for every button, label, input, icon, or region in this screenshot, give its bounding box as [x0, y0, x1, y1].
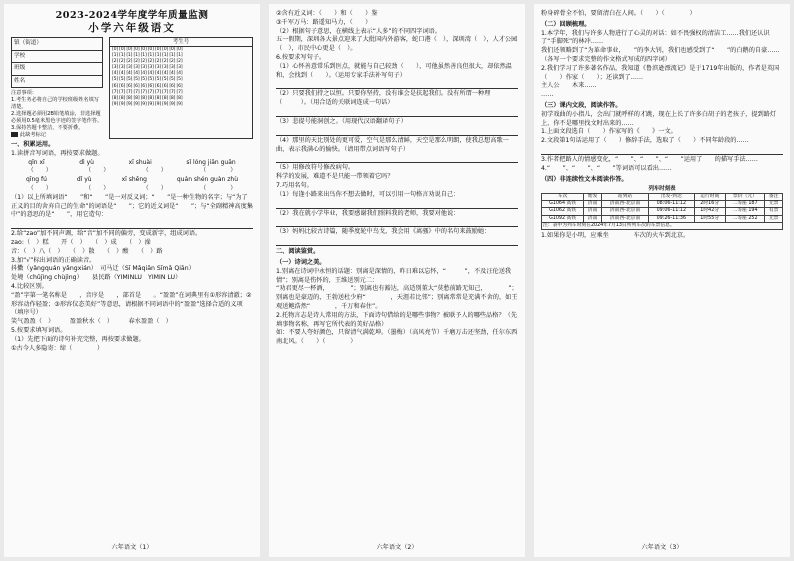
reading-question-2: 2.托物言志是诗人常用的方法，下面诗句借给的是哪些事物？被联予人的哪些品格？（先填事物名称，再写它所代表的美好品格） — [276, 311, 518, 328]
grid-row: [4] [4] [4] [4] [4] [4] [4] [4] [4] [4] — [112, 71, 183, 77]
text-line[interactable]: ②含有近义词：（ ）和（ ）鉴 — [276, 10, 378, 17]
table-caption: 列车时刻表 — [648, 186, 676, 193]
review-note: （各写一个要求完整的作文格式写成的四字词） — [541, 55, 671, 63]
reading-q2[interactable]: 2.文段第1句话运用了（ ）修辞手法，选取了（ ）不同年龄段的…… — [541, 137, 749, 145]
question-7: 7.巧用名句。 — [276, 181, 313, 189]
section-heading: 二、阅读鉴赏。 — [276, 248, 320, 256]
question-2-yin[interactable]: 音：（ ）八（ ） （ ）散 （ ）酸 （ ）路 — [11, 247, 163, 255]
question-7-2: （2）我在就小学毕业，我要感谢我们照料我的老师，我要对他说： — [276, 209, 460, 217]
answer-line[interactable] — [276, 237, 518, 246]
question-6: 6.按要求写句子。 — [276, 53, 326, 61]
question-4-text: “盈”字第一笔名称是 ，音序是 ，部首是 。“盈盈”在词典里有①形容清澈；②形容动作轻盈；③形容仪态美好”等意思，请根据不同词语中的“盈盈”选择合适的义项（填序号） — [11, 291, 252, 317]
exam-number-header: 考生号 — [110, 38, 252, 47]
review-question-2[interactable]: 2.我们学习了许多著名作品，我知道《鲁滨逊漂流记》是于1719年出版的，作者是英国（ ）作家（ ）；还读到了…… — [541, 64, 780, 81]
section-heading: 一、积累运用。 — [11, 141, 55, 148]
grid-row: [7] [7] [7] [7] [7] [7] [7] [7] [7] [7] — [112, 89, 183, 95]
review-question-2c[interactable]: …… — [541, 91, 554, 99]
grid-row: [1] [1] [1] [1] [1] [1] [1] [1] [1] [1] — [112, 53, 183, 59]
reading-question-1[interactable]: 1.别离在诗词中永恒的话题：别离是深情的，昨日难以忘怀，“ ”，不及汪伦送我情”；别离是伤怀的，王维送别元二： — [276, 267, 512, 284]
answer-line[interactable] — [541, 146, 783, 155]
table-note: 注：表中为列车时刻在2024年7月13日所列车次的车票信息。 — [542, 222, 783, 229]
reading-q3[interactable]: 3.作者把路人的情感变化，“ ”、“ ”、“ ”运用了 的描写手法…… — [541, 155, 758, 163]
absent-box-icon — [11, 132, 18, 137]
absent-mark[interactable]: 此缺考标记 — [11, 132, 103, 139]
reading-q1[interactable]: 1.上面文段选自（ ）作家写的《 》一文。 — [541, 128, 677, 136]
exam-notes: 注意事项： 1.考生务必将自己的学校班级姓名填写清楚。 2.选择题必须用2B铅笔填涂，非选择题必须用0.5毫米黑色字迹的签字笔作答。 3.保持答题卡整洁，不要折叠。 — [11, 90, 103, 131]
table-row: G1092 高铁 济南 济南西-北京南 09:26-11:36 1时55分 二等座 252 无票 — [542, 215, 783, 222]
question-3: 3.加“√”标出词语的正确读音。 — [11, 256, 96, 264]
question-2-zao[interactable]: zao:（ ）糕 开（ ） （ ）成 （ ）澡 — [11, 238, 151, 246]
page-footer: 六年语文（1） — [111, 544, 153, 552]
table-header-row: 车次 始发 站到站 出发-到达 运行时间 票价（元） 备注 — [542, 193, 783, 200]
answer-blanks-row[interactable]: （ ） （ ） （ ） （ ） — [27, 167, 237, 175]
exam-subtitle: 小学六年级语文 — [88, 22, 176, 34]
question-3-a[interactable]: 抖擞（yǎngquán yǎngxián） 司马迁（Sī Mǎqiān Sīmǎ Qiān） — [11, 265, 195, 273]
subsection-heading: （四）非连续性文本阅读作答。 — [541, 175, 628, 183]
grid-row: [6] [6] [6] [6] [6] [6] [6] [6] [6] [6] — [112, 83, 183, 89]
page-footer: 六年语文（3） — [641, 544, 683, 552]
reading-question-2b[interactable]: 如：不要人夸好颜色，只留清气满乾坤。（墨梅）（高风亮节）千磨万击还坚劲，任尔东西南北风。（ ）（ ） — [276, 329, 518, 346]
info-label-school: 学校 — [12, 50, 103, 63]
answer-line[interactable] — [276, 108, 518, 117]
question-5: 5.按要求填写词语。 — [11, 326, 67, 334]
question-7-3: （3）妈妈比较古诗篇，随季度轮中鸟戈，我会用《离骚》中的名句来鼓励她： — [276, 228, 491, 236]
reading-q4[interactable]: 4.“ ”、“ ”、“ ”等词语可以看出…… — [541, 164, 672, 172]
table-row: G1064 高铁 济南 济南西-北京南 08:06-11:12 2时16分 二等座 187 无票 — [542, 200, 783, 207]
exam-title: 2023-2024学年度学年质量监测 — [55, 10, 209, 21]
question-4-words[interactable]: 笑气盈盈（ ） 盈盈秋水（ ） 春水盈盈（ ） — [11, 318, 172, 326]
answer-line[interactable] — [276, 154, 518, 163]
question-5-text: （1）先把下面的诗句补充完整，再按要求做题。 — [11, 335, 145, 343]
question-2: 2.给“zao”加不同声调，给“音”加不同的偏旁，变成新字，组成词语。 — [11, 230, 202, 238]
text-line[interactable]: ③千军万马：路遥知马力，（ ） — [276, 18, 372, 26]
review-question-1[interactable]: 1.本学年，我们与许多人物进行了心灵的对话：如不畏强权的清洁工……我们还认识了“手脚死”的林冲…… — [541, 29, 770, 46]
grid-row: [8] [8] [8] [8] [8] [8] [8] [8] [8] [8] — [112, 95, 183, 101]
answer-line[interactable] — [276, 127, 518, 136]
question-5-poem[interactable]: ①古今人多隐寄：缔（ ） — [11, 344, 104, 352]
grid-row: [2] [2] [2] [2] [2] [2] [2] [2] [2] [2] — [112, 59, 183, 65]
exam-number-grid[interactable] — [109, 37, 253, 139]
info-label-town: 镇（街道） — [12, 38, 103, 51]
answer-blanks-row[interactable]: （ ） （ ） （ ） （ ） — [27, 184, 237, 192]
text-line[interactable]: 粉身碎骨全不怕，要留清白在人间。（ ）（ ） — [541, 10, 696, 17]
question-3-b[interactable]: 处境（chǔjìng chùjìng） 县民路（YIMINLU YIMIN LU） — [11, 274, 182, 282]
question-6-1: （1）心怀善意常乐到医点，就能与自己较劲（ ），可他虽然善良但很大，却依然温和，会找到（ ）。（运用专家手法补写句子） — [276, 62, 512, 79]
subsection-heading: （二）回顾梳理。 — [541, 20, 591, 28]
answer-line[interactable] — [276, 218, 518, 227]
grid-row: [9] [9] [9] [9] [9] [9] [9] [9] [9] [9] — [112, 101, 183, 107]
answer-line[interactable] — [276, 80, 518, 89]
subsection-heading: （三）课内文段，阅读作答。 — [541, 101, 622, 109]
text-line[interactable]: 五一假期，深圳各大景点迎来了大批国内外游客，蛇口港（ ），深圳湾（ ），人才公园（ ），市民中心更是（ ）。 — [276, 36, 518, 53]
info-label-name: 姓名 — [12, 75, 103, 88]
grid-row: [5] [5] [5] [5] [5] [5] [5] [5] [5] [5] — [112, 77, 183, 83]
pinyin-row: qīng fú dǐ yù xī shēng quán shén guàn zhù — [25, 176, 239, 184]
subsection-heading: （一）诗词之美。 — [276, 258, 326, 266]
question-6-2: （2）只要我们持之以恒。只要你坚持，没有谁会是扶起我们。没有所谓一种理（ ）。（用合适的关联词连成一句话） — [276, 90, 491, 107]
exam-page-2 — [269, 4, 525, 557]
table-question[interactable]: 1.如果你是小明，应乘坐 车次的火车到北京。 — [541, 232, 690, 240]
pinyin-row: qǐn xī dì yù xī shuài sǐ lóng jiān guān — [28, 158, 236, 166]
reading-passage: 初学戏曲的小指儿，会出门就呼样的才跳，现在上长了许多白胡子的老孩子，提到路灯上，你不是哪里找文时出来的…… — [541, 110, 777, 127]
exam-page-1 — [4, 4, 260, 557]
page-footer: 六年语文（2） — [376, 544, 418, 552]
question-1: 1.读拼音写词语，再按要求做题。 — [11, 149, 104, 157]
answer-line[interactable] — [276, 200, 518, 209]
question-6-5b[interactable]: 科学的发展，难道不是只能一带领着它吗？ — [276, 173, 394, 181]
question-6-3: （3）悲提号能洞创之。（用现代汉语翻译句子） — [276, 117, 407, 125]
student-info-table — [11, 37, 103, 88]
exam-page-3 — [534, 4, 790, 557]
info-label-class: 班级 — [12, 63, 103, 76]
question-7-1: （1）每逢小路来出鸟你不想去做时，可以引用一句格言劝说自己： — [276, 190, 460, 198]
question-4: 4.比较区别。 — [11, 282, 48, 290]
table-row: G1062 高铁 济南 济南西-北京南 09:06-11:12 1时42分 二等座 194 有票 — [542, 208, 783, 215]
question-1-text: （1）以上所填词语“ ”和“ ”是一对反义词；“ ”是一种生物的名字；与“为了正义的目的舍弃自己的生命”的词语是“ ”；它的近义词是“ ”；与“全副精神高度集中”的意思的是“ ”，用它造句： — [11, 193, 253, 219]
question-6-5: （5）用修改符号修改病句。 — [276, 164, 355, 172]
text-line: （2）根据句子意思，在横线上表示“人多”的不同四字词语。 — [276, 27, 442, 35]
train-schedule-table — [541, 186, 783, 230]
review-question-1b[interactable]: 我们还领略到了“为革命事业， ”的李大钊，我们也感受到了“ ”的白鹅的自豪…… — [541, 47, 780, 55]
question-6-4: （4）那里的天比别处的更可爱，空气是那么清鲜，天空是那么明朗，使我总想高歌一曲，表示我满心的愉快。（请用带点词语写句子） — [276, 136, 509, 153]
grid-row: [3] [3] [3] [3] [3] [3] [3] [3] [3] [3] — [112, 65, 183, 71]
review-question-2b[interactable]: 主人公 木来…… — [541, 82, 597, 90]
answer-line[interactable] — [11, 220, 253, 229]
grid-row: [0] [0] [0] [0] [0] [0] [0] [0] [0] [0] — [112, 47, 183, 52]
reading-question-1b[interactable]: “劝君更尽一杯酒， ”；别离也有豁达，高适别董大“莫愁前路无知己， ”；别离也是豪迈的，王勃送杜少府“ ，天涯若比邻”；别离常常是充满不舍的，如王观送鲍浩然“ ，千万和春住”。 — [276, 285, 518, 310]
